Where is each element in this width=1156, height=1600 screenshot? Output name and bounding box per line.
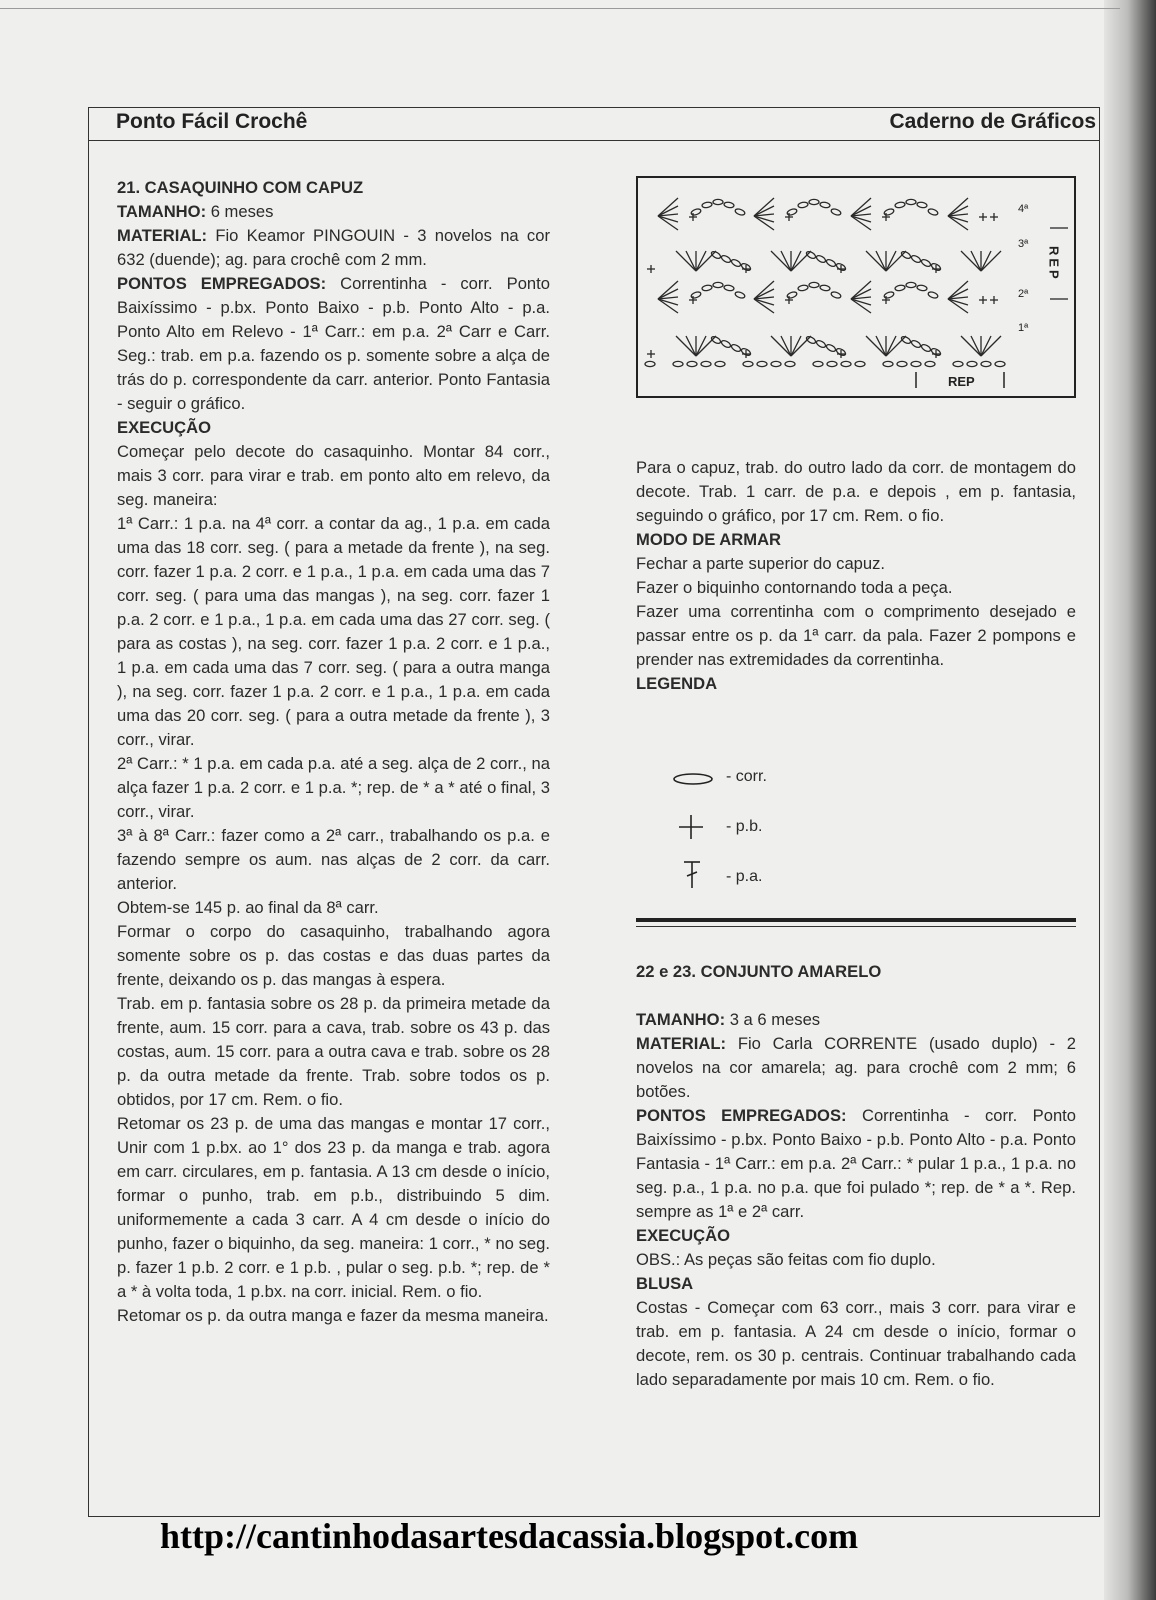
double-crochet-mark bbox=[886, 251, 906, 271]
chain-mark bbox=[734, 291, 745, 299]
chain-mark bbox=[798, 202, 809, 209]
labeled-paragraph bbox=[636, 1008, 1076, 1032]
double-crochet-mark bbox=[791, 336, 811, 356]
chain-mark bbox=[715, 361, 725, 366]
chain-mark bbox=[820, 202, 831, 209]
field-label: MATERIAL: bbox=[636, 1034, 727, 1053]
chain-mark bbox=[927, 291, 938, 299]
section-heading: EXECUÇÃO bbox=[636, 1226, 731, 1245]
double-crochet-icon bbox=[676, 858, 724, 892]
single-crochet-icon bbox=[676, 812, 724, 842]
left-column-pattern-21 bbox=[117, 176, 550, 1328]
double-crochet-mark bbox=[981, 251, 991, 271]
labeled-paragraph bbox=[636, 1032, 1076, 1104]
chain-mark bbox=[920, 258, 931, 268]
legend-item-corr bbox=[636, 764, 936, 794]
chain-mark bbox=[953, 361, 963, 366]
right-column-continuation bbox=[636, 456, 1076, 696]
chain-mark bbox=[895, 285, 906, 292]
field-label: PONTOS EMPREGADOS: bbox=[117, 274, 327, 293]
double-crochet-mark bbox=[658, 216, 678, 222]
double-crochet-mark bbox=[876, 251, 886, 271]
double-crochet-mark bbox=[754, 216, 774, 230]
double-crochet-mark bbox=[754, 299, 774, 305]
chain-mark bbox=[883, 291, 894, 299]
chain-mark bbox=[815, 339, 826, 349]
field-label: TAMANHO: bbox=[636, 1010, 726, 1029]
rep-vertical-label: REP bbox=[1046, 246, 1062, 282]
chain-mark bbox=[687, 361, 697, 366]
double-crochet-mark bbox=[981, 336, 1001, 356]
double-crochet-mark bbox=[971, 251, 981, 271]
double-crochet-mark bbox=[696, 251, 716, 271]
legend-text-pa: - p.a. bbox=[726, 868, 763, 885]
header-magazine-title: Ponto Fácil Crochê bbox=[116, 110, 308, 133]
section-heading: 22 e 23. CONJUNTO AMARELO bbox=[636, 962, 882, 981]
double-crochet-mark bbox=[948, 299, 968, 305]
chain-mark bbox=[910, 254, 921, 264]
section-heading: EXECUÇÃO bbox=[117, 418, 212, 437]
double-crochet-mark bbox=[851, 299, 871, 313]
double-crochet-mark bbox=[781, 336, 791, 356]
chain-mark bbox=[713, 282, 723, 287]
section-heading: 21. CASAQUINHO COM CAPUZ bbox=[117, 178, 364, 197]
chain-mark bbox=[730, 343, 741, 353]
chain-oval-icon bbox=[670, 769, 718, 789]
double-crochet-mark bbox=[791, 251, 811, 271]
chain-mark bbox=[813, 361, 823, 366]
chain-mark bbox=[920, 343, 931, 353]
chain-mark bbox=[809, 199, 819, 204]
chain-mark bbox=[927, 208, 938, 216]
double-crochet-mark bbox=[981, 336, 991, 356]
paragraph: OBS.: As peças são feitas com fio duplo. bbox=[636, 1250, 936, 1269]
chain-mark bbox=[855, 361, 865, 366]
paragraph: Formar o corpo do casaquinho, trabalhando agora somente sobre os p. das costas e das duas partes da frente, deixando os p. das mangas à espera. bbox=[117, 922, 550, 989]
chain-mark bbox=[820, 285, 831, 292]
paragraph: Retomar os p. da outra manga e fazer da mesma maneira. bbox=[117, 1306, 549, 1325]
paragraph: Retomar os 23 p. de uma das mangas e montar 17 corr., Unir com 1 p.bx. ao 1° dos 23 p. da manga e trab. agora em carr. circulares, em p. fantasia. A 13 cm desde o início, formar o punho, trab. em p.b., distribuindo 5 dim. uniformemente a cada 3 carr. A 4 cm desde o início do punho, fazer o biquinho, da seg. maneira: 1 corr., * no seg. p. fazer 1 p.b. 2 corr. e 1 p.b. , pular o seg. p.b. *; rep. de * a * à volta toda, 1 p.bx. na corr. inicial. Rem. o fio. bbox=[117, 1114, 550, 1301]
double-crochet-mark bbox=[961, 251, 981, 271]
row-label-4: 4ª bbox=[1018, 203, 1029, 215]
chain-mark bbox=[720, 339, 731, 349]
chain-mark bbox=[827, 361, 837, 366]
chain-mark bbox=[645, 361, 655, 366]
section-heading: BLUSA bbox=[636, 1274, 694, 1293]
double-crochet-mark bbox=[981, 251, 1001, 271]
chain-mark bbox=[724, 202, 735, 209]
field-text: Fio Carla CORRENTE (usado duplo) - 2 novelos na cor amarela; ag. para crochê com 2 mm; 6 botões. bbox=[636, 1034, 1076, 1101]
double-crochet-mark bbox=[771, 251, 791, 271]
legend-text-pb: - p.b. bbox=[726, 818, 763, 835]
chain-mark bbox=[830, 291, 841, 299]
paragraph: Costas - Começar com 63 corr., mais 3 corr. para virar e trab. em p. fantasia. A 24 cm desde o início, formar o decote, rem. os 30 p. centrais. Continuar trabalhando cada lado separadamente por mais 10 cm. Rem. o fio. bbox=[636, 1298, 1076, 1389]
paragraph: 1ª Carr.: 1 p.a. na 4ª corr. a contar da ag., 1 p.a. em cada uma das 18 corr. seg. ( para a metade da frente ), na seg. corr. fazer 1 p.a. 2 corr. e 1 p.a., 1 p.a. em cada uma das 7 corr. seg. ( para uma das mangas ), na seg. corr. fazer 1 p.a. 2 corr. e 1 p.a., 1 p.a. em cada uma das 27 corr. seg. ( para as costas ), na seg. corr. fazer 1 p.a. 2 corr. e 1 p.a., 1 p.a. em cada uma das 7 corr. seg. ( para a outra manga ), na seg. corr. fazer 1 p.a. 2 corr. e 1 p.a., 1 p.a. em cada uma das 20 corr. seg. ( para a outra metade da frente ), 3 corr., virar. bbox=[117, 514, 550, 749]
chain-mark bbox=[690, 208, 701, 216]
chain-mark bbox=[925, 361, 935, 366]
section-heading: LEGENDA bbox=[636, 674, 718, 693]
paragraph: Fechar a parte superior do capuz. bbox=[636, 554, 886, 573]
double-crochet-mark bbox=[754, 216, 774, 222]
chain-mark bbox=[883, 208, 894, 216]
chain-mark bbox=[917, 285, 928, 292]
paragraph: 2ª Carr.: * 1 p.a. em cada p.a. até a seg. alça de 2 corr., na alça fazer 1 p.a. 2 corr. e 1 p.a. *; rep. de * a * até o final, 3 corr., virar. bbox=[117, 754, 550, 821]
double-crochet-mark bbox=[851, 216, 871, 222]
double-crochet-mark bbox=[686, 251, 696, 271]
chain-mark bbox=[702, 202, 713, 209]
chain-mark bbox=[701, 361, 711, 366]
chain-mark bbox=[906, 282, 916, 287]
paragraph: 3ª à 8ª Carr.: fazer como a 2ª carr., trabalhando os p.a. e fazendo sempre os aum. nas alças de 2 corr. da carr. anterior. bbox=[117, 826, 550, 893]
page-binding-shadow bbox=[1104, 0, 1156, 1600]
double-crochet-mark bbox=[948, 299, 968, 313]
rep-horizontal-label: REP bbox=[948, 374, 975, 389]
chain-mark bbox=[967, 361, 977, 366]
chain-mark bbox=[897, 361, 907, 366]
chain-mark bbox=[911, 361, 921, 366]
field-label: PONTOS EMPREGADOS: bbox=[636, 1106, 847, 1125]
field-text: 6 meses bbox=[206, 202, 274, 221]
double-crochet-mark bbox=[866, 251, 886, 271]
chain-mark bbox=[785, 361, 795, 366]
chain-mark bbox=[730, 258, 741, 268]
chain-mark bbox=[702, 285, 713, 292]
field-text: Correntinha - corr. Ponto Baixíssimo - p.bx. Ponto Baixo - p.b. Ponto Alto - p.a. Ponto Fantasia - 1ª Carr.: em p.a. 2ª Carr.: * pular 1 p.a., 1 p.a. no seg. p.a., 1 p.a. no p.a. que foi pulado *; rep. de * a *. Rep. sempre as 1ª e 2ª carr. bbox=[636, 1106, 1077, 1221]
paragraph: Trab. em p. fantasia sobre os 28 p. da primeira metade da frente, aum. 15 corr. para a cava, trab. sobre os 43 p. das costas, aum. 15 corr. para a outra cava e trab. sobre os 28 p. da outra metade da frente. Trab. sobre todos os p. obtidos, por 17 cm. Rem. o fio. bbox=[117, 994, 550, 1109]
paragraph: Para o capuz, trab. do outro lado da corr. de montagem do decote. Trab. 1 carr. de p.a. e depois , em p. fantasia, seguindo o gráfico, por 17 cm. Rem. o fio. bbox=[636, 458, 1076, 525]
paragraph: Fazer uma correntinha com o comprimento desejado e passar entre os p. da 1ª carr. da pala. Fazer 2 pompons e prender nas extremidades da correntinha. bbox=[636, 602, 1076, 669]
chain-mark bbox=[771, 361, 781, 366]
double-crochet-mark bbox=[791, 336, 801, 356]
right-column-pattern-22-23 bbox=[636, 960, 1076, 1392]
paragraph: Obtem-se 145 p. ao final da 8ª carr. bbox=[117, 898, 379, 917]
field-text: Fio Keamor PINGOUIN - 3 novelos na cor 632 (duende); ag. para crochê com 2 mm. bbox=[117, 226, 550, 269]
chain-mark bbox=[895, 202, 906, 209]
legend-text-corr: - corr. bbox=[726, 768, 767, 785]
spacer bbox=[636, 984, 1076, 1008]
chain-mark bbox=[900, 335, 911, 345]
chain-mark bbox=[910, 339, 921, 349]
double-crochet-mark bbox=[676, 336, 696, 356]
chain-mark bbox=[830, 208, 841, 216]
double-crochet-mark bbox=[791, 251, 801, 271]
legend-item-pb bbox=[636, 812, 936, 842]
double-crochet-mark bbox=[886, 251, 896, 271]
double-crochet-mark bbox=[876, 336, 886, 356]
chain-mark bbox=[809, 282, 819, 287]
field-label: TAMANHO: bbox=[117, 202, 207, 221]
labeled-paragraph bbox=[636, 1104, 1076, 1224]
chain-mark bbox=[841, 361, 851, 366]
labeled-paragraph bbox=[117, 224, 550, 272]
chain-mark bbox=[743, 361, 753, 366]
chain-mark bbox=[805, 335, 816, 345]
paragraph: Começar pelo decote do casaquinho. Montar 84 corr., mais 3 corr. para virar e trab. em ponto alto em relevo, da seg. maneira: bbox=[117, 442, 550, 509]
row-label-2: 2ª bbox=[1018, 288, 1029, 300]
chain-mark bbox=[981, 361, 991, 366]
header-section-title: Caderno de Gráficos bbox=[889, 110, 1096, 133]
double-crochet-mark bbox=[686, 336, 696, 356]
labeled-paragraph bbox=[117, 200, 550, 224]
row-label-3: 3ª bbox=[1018, 238, 1029, 250]
chain-mark bbox=[815, 254, 826, 264]
double-crochet-mark bbox=[851, 299, 871, 305]
labeled-paragraph bbox=[117, 272, 550, 416]
double-crochet-mark bbox=[851, 216, 871, 230]
chain-mark bbox=[710, 250, 721, 260]
double-crochet-mark bbox=[754, 299, 774, 313]
chain-mark bbox=[786, 208, 797, 216]
double-crochet-mark bbox=[948, 216, 968, 222]
legend bbox=[636, 740, 1076, 900]
chain-mark bbox=[900, 250, 911, 260]
chain-mark bbox=[690, 291, 701, 299]
chain-mark bbox=[917, 202, 928, 209]
field-text: Correntinha - corr. Ponto Baixíssimo - p.bx. Ponto Baixo - p.b. Ponto Alto - p.a. Ponto Alto em Relevo - 1ª Carr.: em p.a. 2ª Carr e Carr. Seg.: trab. em p.a. fazendo os p. somente sobre a alça de trás do p. correspondente da carr. anterior. Ponto Fantasia - seguir o gráfico. bbox=[117, 274, 551, 413]
double-crochet-mark bbox=[676, 251, 696, 271]
chain-mark bbox=[825, 343, 836, 353]
chain-mark bbox=[713, 199, 723, 204]
chain-mark bbox=[906, 199, 916, 204]
double-crochet-mark bbox=[696, 336, 706, 356]
chain-mark bbox=[798, 285, 809, 292]
section-heading: MODO DE ARMAR bbox=[636, 530, 782, 549]
legend-item-pa bbox=[636, 858, 936, 892]
double-crochet-mark bbox=[771, 336, 791, 356]
double-crochet-mark bbox=[866, 336, 886, 356]
double-crochet-mark bbox=[886, 336, 906, 356]
footer-blog-url[interactable]: http://cantinhodasartesdacassia.blogspot.com bbox=[160, 1516, 859, 1556]
chain-mark bbox=[805, 250, 816, 260]
double-crochet-mark bbox=[971, 336, 981, 356]
chain-mark bbox=[883, 361, 893, 366]
double-crochet-mark bbox=[658, 216, 678, 230]
field-label: MATERIAL: bbox=[117, 226, 208, 245]
scan-edge-line bbox=[0, 8, 1120, 9]
chain-mark bbox=[995, 361, 1005, 366]
header-divider bbox=[88, 140, 1099, 141]
row-label-1: 1ª bbox=[1018, 322, 1029, 334]
double-crochet-mark bbox=[948, 216, 968, 230]
chain-mark bbox=[734, 208, 745, 216]
chain-mark bbox=[786, 291, 797, 299]
chain-mark bbox=[720, 254, 731, 264]
double-crochet-mark bbox=[658, 299, 678, 313]
double-crochet-mark bbox=[696, 251, 706, 271]
double-crochet-mark bbox=[658, 299, 678, 305]
field-text: 3 a 6 meses bbox=[725, 1010, 821, 1029]
chain-mark bbox=[757, 361, 767, 366]
chain-mark bbox=[710, 335, 721, 345]
chain-mark bbox=[724, 285, 735, 292]
crochet-chart bbox=[636, 176, 1076, 398]
section-separator-thick bbox=[636, 918, 1076, 922]
chain-mark bbox=[825, 258, 836, 268]
double-crochet-mark bbox=[961, 336, 981, 356]
section-separator-thin bbox=[636, 926, 1076, 927]
paragraph: Fazer o biquinho contornando toda a peça. bbox=[636, 578, 953, 597]
double-crochet-mark bbox=[781, 251, 791, 271]
chain-mark bbox=[673, 361, 683, 366]
double-crochet-mark bbox=[696, 336, 716, 356]
double-crochet-mark bbox=[886, 336, 896, 356]
